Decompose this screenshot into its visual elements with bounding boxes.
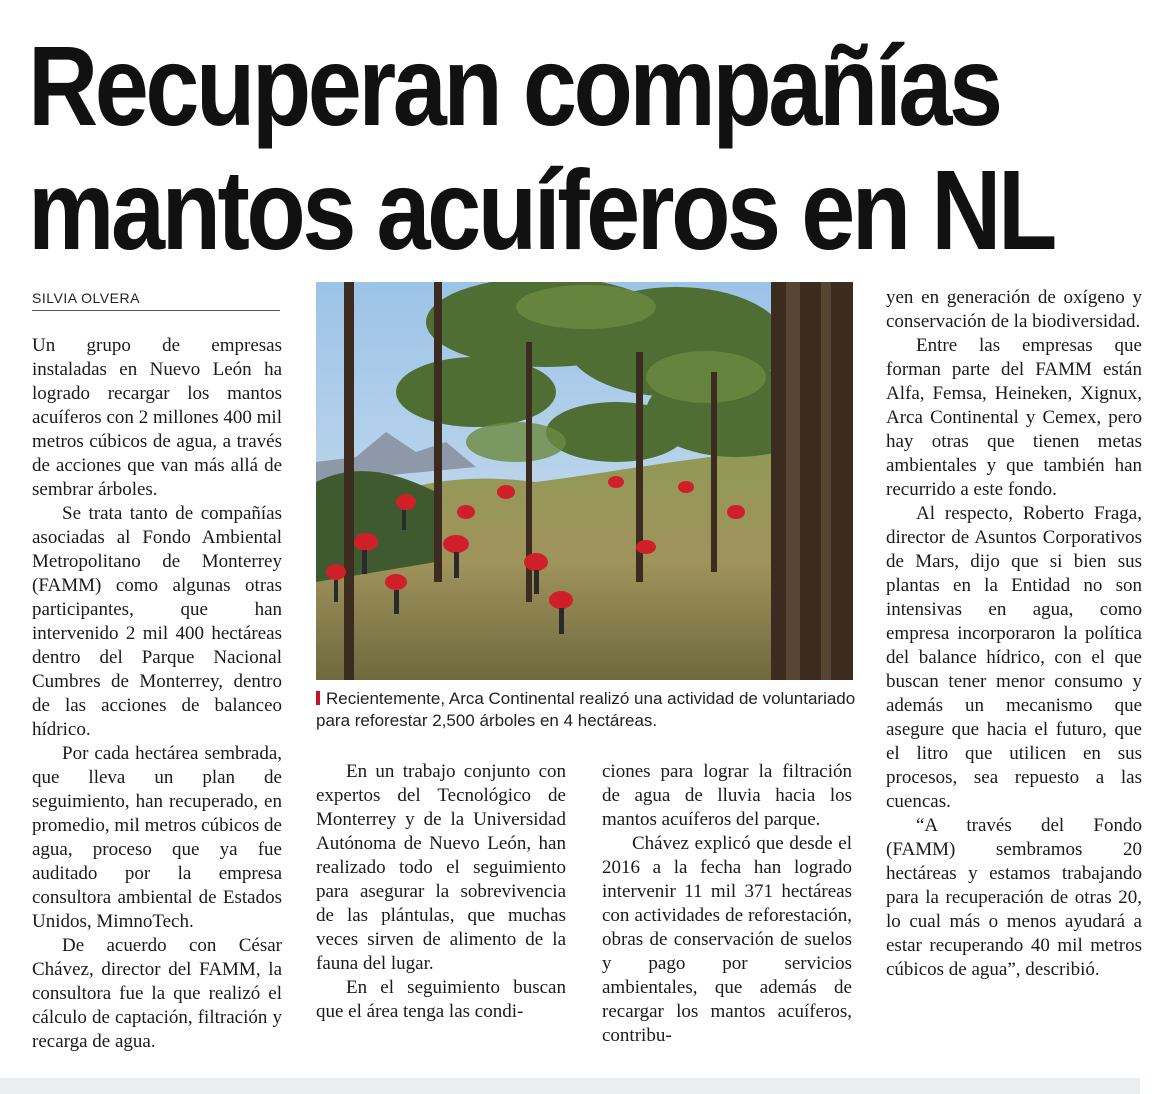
paragraph: Un grupo de empresas instaladas en Nuevo León ha logrado recargar los mantos acuíferos con 2 millones 400 mil metros cúbicos de agua, a través de acciones que van más allá de sembrar árboles. <box>32 335 282 500</box>
article-column-2 <box>316 760 566 1024</box>
article-column-3 <box>602 760 852 1048</box>
byline: SILVIA OLVERA <box>32 290 280 311</box>
paragraph: Se trata tanto de compañías asociadas al Fondo Ambiental Metropolitano de Monterrey (FAMM) como algunas otras participantes, que han intervenido 2 mil 400 hectáreas dentro del Parque Nacional Cumbres de Monterrey, dentro de las acciones de balanceo hídrico. <box>32 503 282 740</box>
paragraph: “A través del Fondo (FAMM) sembramos 20 hectáreas y estamos trabajando para la recuperación de otras 20, lo cual más o menos ayudará a estar recuperando 40 mil metros cúbicos de agua”, describió. <box>886 815 1142 980</box>
page-bottom-band <box>0 1078 1140 1094</box>
article-column-1 <box>32 334 282 1054</box>
paragraph: Por cada hectárea sembrada, que lleva un plan de seguimiento, han recuperado, en promedio, mil metros cúbicos de agua, proceso que ya fue auditado por la empresa consultora ambiental de Estados Unidos, MimnoTech. <box>32 743 282 932</box>
headline-line-1: Recuperan compañías <box>28 23 1000 149</box>
paragraph: De acuerdo con César Chávez, director del FAMM, la consultora fue la que realizó el cálculo de captación, filtración y recarga de agua. <box>32 935 282 1052</box>
paragraph: En un trabajo conjunto con expertos del Tecnológico de Monterrey y de la Universidad Autónoma de Nuevo León, han realizado todo el seguimiento para asegurar la sobrevivencia de las plántulas, que muchas veces sirven de alimento de la fauna del lugar. <box>316 761 566 974</box>
forest-volunteers-illustration <box>316 282 853 680</box>
paragraph: yen en generación de oxígeno y conservación de la biodiversidad. <box>886 287 1142 332</box>
paragraph: Al respecto, Roberto Fraga, director de Asuntos Corporativos de Mars, dijo que si bien sus plantas en la Entidad no son intensivas en agua, como empresa incorporaron la política del balance hídrico, con el que buscan tener menor consumo y además un mecanismo que asegure que hacia el futuro, que el litro que utilicen en sus procesos, sea repuesto a las cuencas. <box>886 503 1142 812</box>
caption-text: Recientemente, Arca Continental realizó una actividad de voluntariado para reforestar 2,500 árboles en 4 hectáreas. <box>316 689 856 730</box>
headline-line-2: mantos acuíferos en NL <box>28 147 1054 273</box>
paragraph: En el seguimiento buscan que el área tenga las condi- <box>316 977 566 1022</box>
photo-caption <box>316 688 856 732</box>
caption-marker <box>316 691 320 705</box>
headline <box>28 23 1054 273</box>
reforestation-photo <box>316 282 853 680</box>
paragraph: Chávez explicó que desde el 2016 a la fecha han logrado intervenir 11 mil 371 hectáreas con actividades de reforestación, obras de conservación de suelos y pago por servicios ambientales, que además de recargar los mantos acuíferos, contribu- <box>602 833 852 1046</box>
paragraph: ciones para lograr la filtración de agua de lluvia hacia los mantos acuíferos del parque. <box>602 761 852 830</box>
article-column-4 <box>886 286 1142 982</box>
paragraph: Entre las empresas que forman parte del FAMM están Alfa, Femsa, Heineken, Xignux, Arca Continental y Cemex, pero hay otras que tienen metas ambientales y que también han recurrido a este fondo. <box>886 335 1142 500</box>
